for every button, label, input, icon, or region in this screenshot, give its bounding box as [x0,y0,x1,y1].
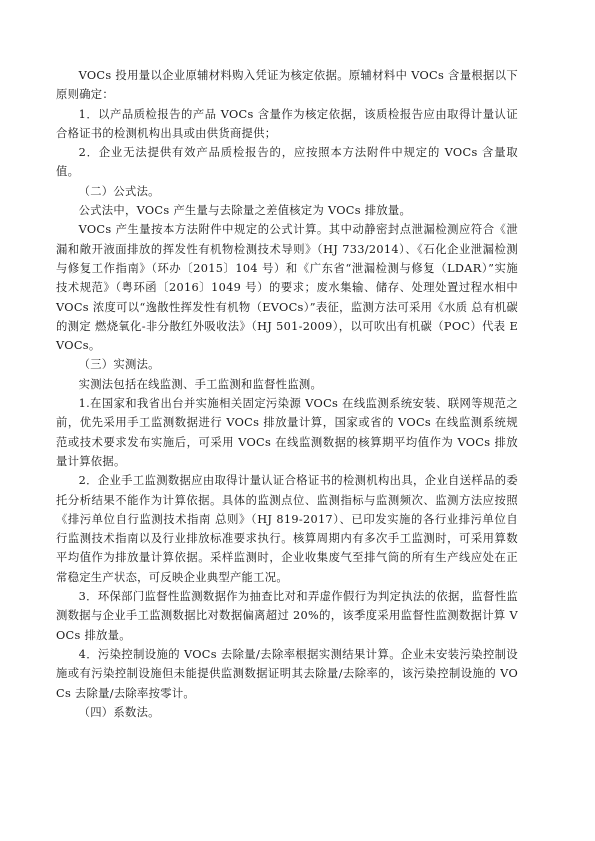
paragraph-vocs-input-basis: VOCs 投用量以企业原辅材料购入凭证为核定依据。原辅材料中 VOCs 含量根据以下原则确定： [56,69,518,102]
paragraph-measurement-1: 1.在国家和我省出台并实施相关固定污染源 VOCs 在线监测系统安装、联网等规范之前，优先采用手工监测数据进行 VOCs 排放量计算，国家或省的 VOCs 在线监测系统规范或技术要求发布实施后，可采用 VOCs 在线监测数据的核算期平均值作为 VOCs 排放量计算依据。 [56,397,518,468]
paragraph-measurement-4: 4．污染控制设施的 VOCs 去除量/去除率根据实测结果计算。企业未安装污染控制设施或有污染控制设施但未能提供监测数据证明其去除量/去除率的，该污染控制设施的 VOCs 去除量/去除率按零计。 [56,647,518,700]
section-heading-coefficient-method: （四）系数法。 [78,705,160,719]
section-heading-formula-method: （二）公式法。 [78,184,160,198]
paragraph-formula-detail: VOCs 产生量按本方法附件中规定的公式计算。其中动静密封点泄漏检测应符合《泄漏和敞开液面排放的挥发性有机物检测技术导则》（HJ 733/2014）、《石化企业泄漏检测与修复工作指南》（环办〔2015〕104 号）和《广东省“泄漏检测与修复（LDAR）”实施技术规范》（粤环函〔2016〕1049 号）的要求；废水集输、储存、处理处置过程水相中 VOCs 浓度可以“逸散性挥发性有机物（EVOCs）”表征，监测方法可采用《水质 总有机碳的测定 燃烧氧化-非分散红外吸收法》（HJ 501-2009），以可吹出有机碳（POC）代表 EVOCs。 [56,223,518,353]
section-heading-measurement-method: （三）实测法。 [78,358,160,372]
document-page [56,66,518,722]
paragraph-measurement-intro: 实测法包括在线监测、手工监测和监督性监测。 [78,377,323,391]
paragraph-measurement-2: 2．企业手工监测数据应由取得计量认证合格证书的检测机构出具，企业自送样品的委托分析结果不能作为计算依据。具体的监测点位、监测指标与监测频次、监测方法应按照《排污单位自行监测技术指南 总则》（HJ 819-2017）、已印发实施的各行业排污单位自行监测技术指南以及行业排放标准要求执行。核算周期内有多次手工监测时，可采用算数平均值作为排放量计算依据。采样监测时，企业收集废气至排气筒的所有生产线应处在正常稳定生产状态，可反映企业典型产能工况。 [56,474,518,584]
paragraph-rule-1: 1．以产品质检报告的产品 VOCs 含量作为核定依据，该质检报告应由取得计量认证合格证书的检测机构出具或由供货商提供； [56,107,518,140]
paragraph-measurement-3: 3．环保部门监督性监测数据作为抽查比对和弄虚作假行为判定执法的依据，监督性监测数据与企业手工监测数据比对数据偏离超过 20%的，该季度采用监督性监测数据计算 VOCs 排放量。 [56,590,518,642]
paragraph-formula-intro: 公式法中，VOCs 产生量与去除量之差值核定为 VOCs 排放量。 [78,204,412,218]
paragraph-rule-2: 2．企业无法提供有效产品质检报告的，应按照本方法附件中规定的 VOCs 含量取值。 [56,146,518,179]
